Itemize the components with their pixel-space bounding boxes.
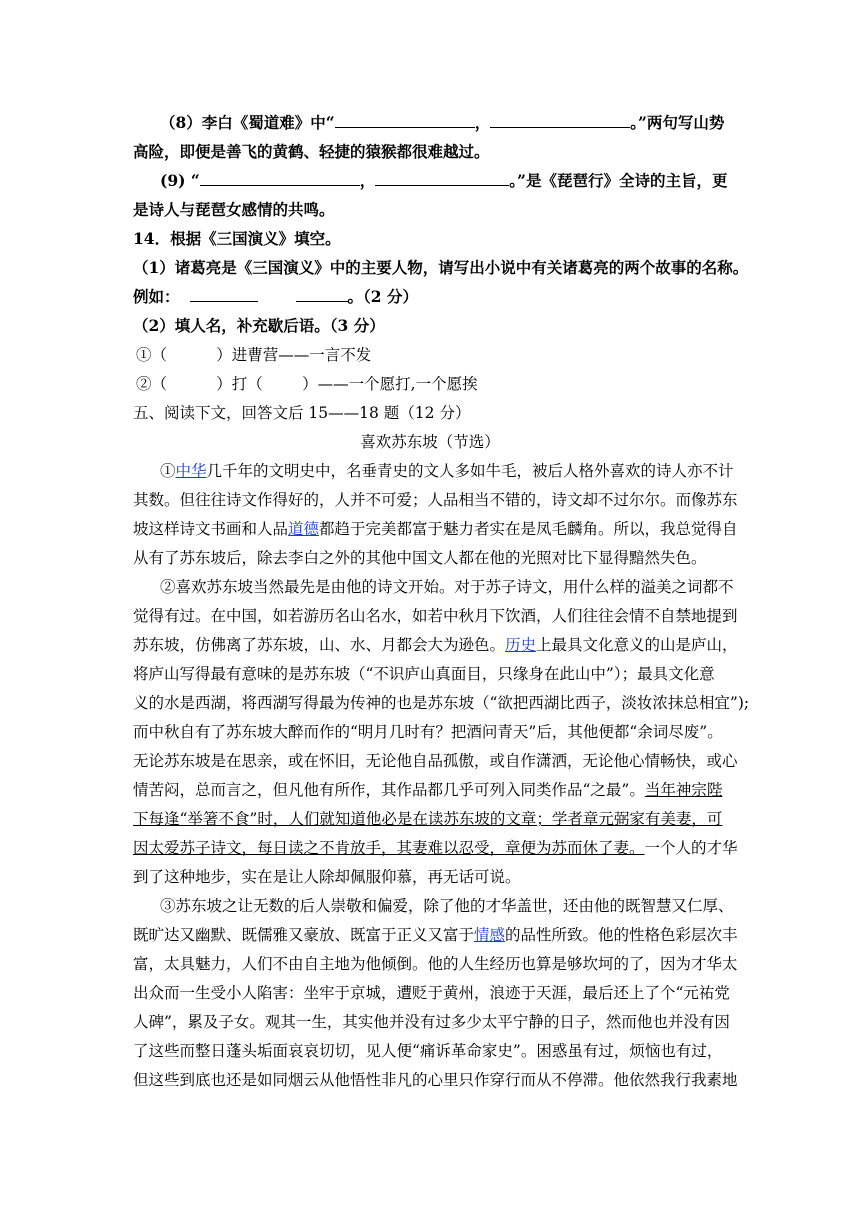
- blank: [335, 113, 475, 128]
- q14-part2: （2）填人名，补充歇后语。（3 分）: [133, 316, 385, 335]
- blank: [200, 171, 360, 186]
- p3-line5: 人碑”，累及子女。观其一生，其实他并没有过多少太平宁静的日子，然而他也并没有因: [133, 1013, 730, 1031]
- blank: [490, 113, 630, 128]
- p1-line4: 从有了苏东坡后，除去李白之外的其他中国文人都在他的光照对比下显得黯然失色。: [133, 549, 707, 567]
- p3-line7: 但这些到底也还是如同烟云从他悟性非凡的心里只作穿行而从不停滞。他依然我行我素地: [133, 1071, 738, 1089]
- p2-line11: 到了这种地步，实在是让人除却佩服仰慕，再无话可说。: [133, 868, 521, 886]
- q14-item1: ①（ ）进曹营——一言不发: [136, 346, 372, 364]
- link-lishi[interactable]: 历史: [505, 636, 537, 654]
- article-title: 喜欢苏东坡（节选）: [360, 433, 500, 451]
- p2-line4: 将庐山写得最有意味的是苏东坡（“不识庐山真面目，只缘身在此山中”）；最具文化意: [133, 665, 715, 683]
- p1-line2: 其数。但往往诗文作得好的，人并不可爱；人品相当不错的，诗文却不过尔尔。而像苏东: [133, 491, 738, 509]
- p2-line1: ②喜欢苏东坡当然最先是由他的诗文开始。对于苏子诗文，用什么样的溢美之词都不: [160, 578, 734, 596]
- q8-line1: （8）李白《蜀道难》中“ ， 。”两句写山势: [160, 113, 725, 132]
- q14-part1-line1: （1）诸葛亮是《三国演义》中的主要人物，请写出小说中有关诸葛亮的两个故事的名称。: [133, 258, 749, 277]
- p2-line8: 情苦闷，总而言之，但凡他有所作，其作品都几乎可列入同类作品“之最”。当年神宗陛: [133, 781, 723, 799]
- q14-part1-line2: 例如： 。（2 分）: [133, 287, 418, 306]
- p2-line6: 而中秋自有了苏东坡大醉而作的“明月几时有？把酒问青天”后，其他便都“余词尽废”。: [133, 723, 723, 741]
- p2-line9: 下每逢“举箸不食”时，人们就知道他必是在读苏东坡的文章；学者章元弼家有美妻，可: [133, 810, 723, 828]
- link-daode[interactable]: 道德: [288, 520, 320, 538]
- p2-line2: 觉得有过。在中国，如若游历名山名水，如若中秋月下饮酒，人们往往会情不自禁地提到: [133, 607, 738, 625]
- p2-line7: 无论苏东坡是在思亲，或在怀旧，无论他自品孤傲，或自作潇洒，无论他心情畅快，或心: [133, 752, 738, 770]
- q8-line2: 高险，即便是善飞的黄鹤、轻捷的猿猴都很难越过。: [133, 142, 490, 161]
- p1-line3: 坡这样诗文书画和人品道德都趋于完美都富于魅力者实在是凤毛麟角。所以，我总觉得自: [133, 520, 738, 538]
- q14-item2: ②（ ）打（ ）——一个愿打,一个愿挨: [136, 375, 478, 393]
- blank: [190, 287, 258, 302]
- link-zhonghua[interactable]: 中华: [175, 462, 207, 480]
- p3-line1: ③苏东坡之让无数的后人崇敬和偏爱，除了他的才华盖世，还由他的既智慧又仁厚、: [160, 897, 734, 915]
- blank: [296, 287, 348, 302]
- link-qinggan[interactable]: 情感: [474, 926, 506, 944]
- p2-line10: 因太爱苏子诗文，每日读之不肯放手，其妻难以忍受，章便为苏而休了妻。一个人的才华: [133, 839, 738, 857]
- p3-line4: 出众而一生受小人陷害：坐牢于京城，遭贬于黄州，浪迹于天涯，最后还上了个“元祐党: [133, 984, 730, 1002]
- p3-line6: 了这些而整日蓬头垢面哀哀切切，见人便“痛诉革命家史”。困惑虽有过，烦恼也有过，: [133, 1042, 723, 1060]
- p2-line3: 苏东坡，仿佛离了苏东坡，山、水、月都会大为逊色。历史上最具文化意义的山是庐山，: [133, 636, 738, 654]
- section-heading: 五、阅读下文，回答文后 15——18 题（12 分）: [133, 404, 471, 422]
- q14-heading: 14．根据《三国演义》填空。: [133, 229, 341, 248]
- p3-line2: 既旷达又幽默、既儒雅又豪放、既富于正义又富于情感的品性所致。他的性格色彩层次丰: [133, 926, 738, 944]
- p1-line1: ①中华几千年的文明史中，名垂青史的文人多如牛毛，被后人格外喜欢的诗人亦不计: [160, 462, 734, 480]
- q9-line1: (9) “ ， 。”是《琵琶行》全诗的主旨，更: [160, 171, 728, 190]
- q9-line2: 是诗人与琵琶女感情的共鸣。: [133, 200, 335, 219]
- blank: [375, 171, 509, 186]
- p2-line5: 义的水是西湖，将西湖写得最为传神的也是苏东坡（“欲把西湖比西子，淡妆浓抹总相宜”);: [133, 694, 750, 712]
- p3-line3: 富，太具魅力，人们不由自主地为他倾倒。他的人生经历也算是够坎坷的了，因为才华太: [133, 955, 738, 973]
